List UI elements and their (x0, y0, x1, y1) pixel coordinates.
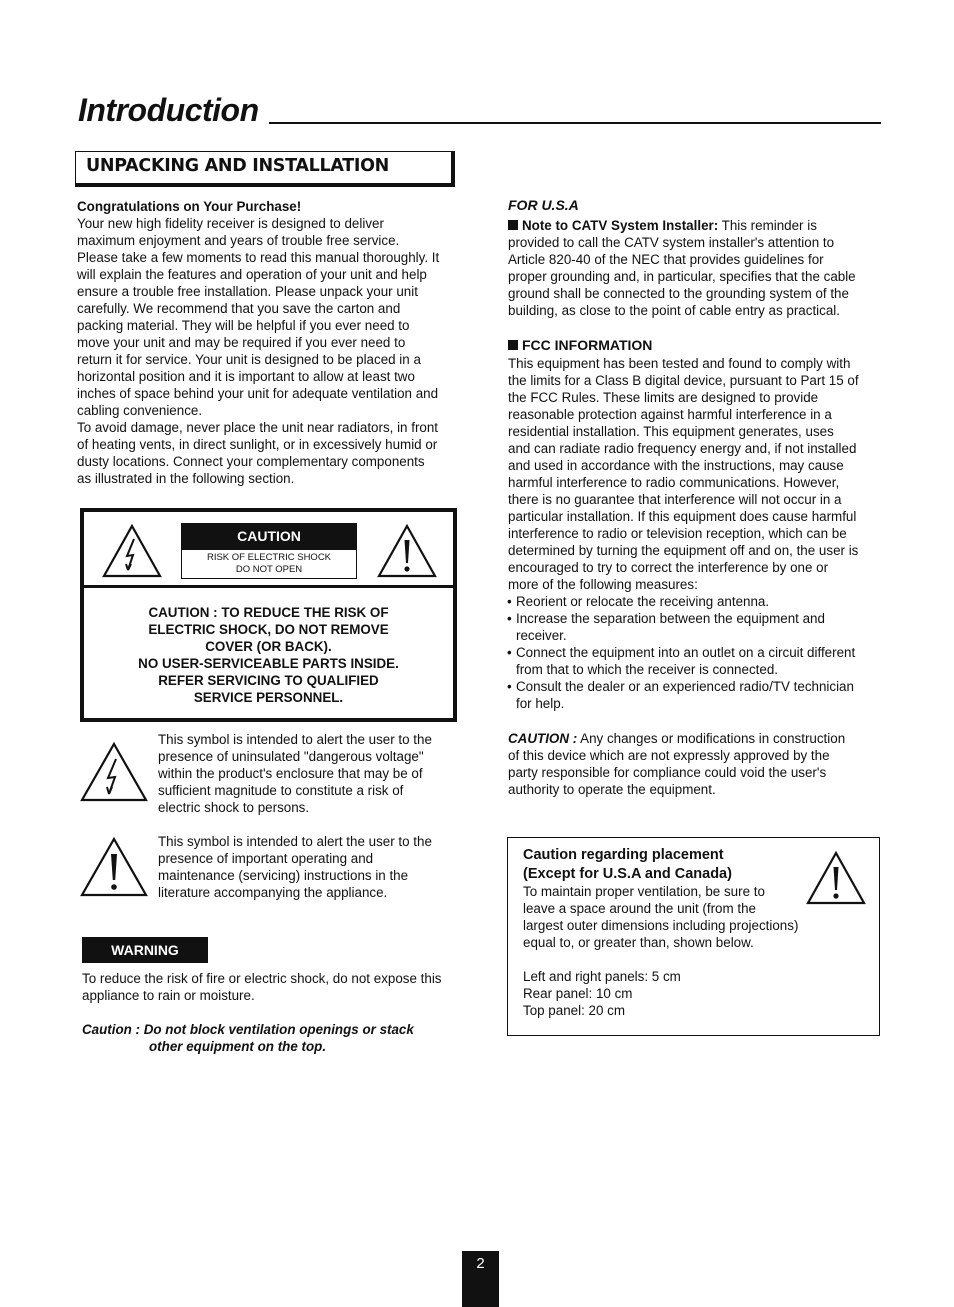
placement-text-line: leave a space around the unit (from the (523, 901, 756, 916)
intro-line: horizontal position and it is important to allow at least two (77, 369, 415, 384)
fcc-bullets (507, 593, 887, 712)
fcc-line: more of the following measures: (508, 577, 698, 592)
section-heading-text: UNPACKING AND INSTALLATION (86, 156, 389, 176)
for-usa-heading: FOR U.S.A (508, 197, 579, 213)
fcc-line: encouraged to try to correct the interference by one or (508, 560, 829, 575)
catv-line1-rest: This reminder is (718, 218, 817, 233)
warning-text-line: appliance to rain or moisture. (82, 988, 255, 1003)
lightning-symbol-icon (80, 741, 148, 803)
catv-line: ground shall be connected to the grounding system of the (508, 286, 849, 301)
fcc-bullet-item (507, 593, 887, 610)
caution-box (80, 508, 457, 722)
fcc-line: the limits for a Class B digital device, pursuant to Part 15 of (508, 373, 859, 388)
fcc-bullet-line: receiver. (516, 628, 567, 643)
intro-line: of heating vents, in direct sunlight, or in excessively humid or (77, 437, 438, 452)
intro-line: dusty locations. Connect your complementary components (77, 454, 425, 469)
placement-spec-line: Left and right panels: 5 cm (523, 969, 681, 984)
exclamation-text-line: This symbol is intended to alert the user to the (158, 834, 432, 849)
catv-line: building, as close to the point of cable entry as practical. (508, 303, 840, 318)
section-heading (75, 151, 455, 187)
caution-label: CAUTION (181, 523, 357, 549)
caution-text-line: ELECTRIC SHOCK, DO NOT REMOVE (148, 622, 389, 637)
fcc-caution-lines (508, 747, 888, 798)
page-number: 2 (462, 1251, 499, 1307)
catv-line: Article 820-40 of the NEC that provides guidelines for (508, 252, 824, 267)
placement-text (523, 883, 873, 951)
fcc-line: harmful interference to radio communications. However, (508, 475, 840, 490)
fcc-line: the FCC Rules. These limits are designed to provide (508, 390, 819, 405)
fcc-line: determined by turning the equipment off and on, the user is (508, 543, 859, 558)
fcc-bullet-line: for help. (516, 696, 565, 711)
fcc-line: and used in accordance with the instructions, may cause (508, 458, 844, 473)
intro-line: ensure a trouble free installation. Please unpack your unit (77, 284, 418, 299)
exclamation-symbol-text (158, 833, 468, 901)
placement-text-line: equal to, or greater than, shown below. (523, 935, 754, 950)
intro-line: Please take a few moments to read this manual thoroughly. It (77, 250, 440, 265)
square-bullet-icon (508, 220, 518, 230)
fcc-bullet-item (507, 678, 887, 712)
placement-text-line: largest outer dimensions including projections) (523, 918, 799, 933)
fcc-caution (508, 730, 888, 798)
placement-text-line: To maintain proper ventilation, be sure to (523, 884, 765, 899)
bullet-dot-icon: • (507, 594, 512, 609)
fcc-line: there is no guarantee that interference will not occur in a (508, 492, 842, 507)
lightning-text-line: sufficient magnitude to constitute a risk of (158, 783, 404, 798)
caution-line1-rest: Any changes or modifications in construction (577, 731, 846, 746)
fcc-bullet-line: from that to which the receiver is connected. (516, 662, 778, 677)
placement-title-line1: Caution regarding placement (523, 847, 724, 863)
fcc-bullet-item (507, 644, 887, 678)
placement-title (523, 846, 732, 884)
catv-line: provided to call the CATV system installer's attention to (508, 235, 835, 250)
fcc-bullet-line: Reorient or relocate the receiving antenna. (516, 594, 770, 609)
bullet-dot-icon: • (507, 611, 512, 626)
caution-sublabel (181, 549, 357, 579)
caution-sub-line1: RISK OF ELECTRIC SHOCK (206, 552, 332, 563)
warning-caution-line1: Caution : Do not block ventilation openings or stack (82, 1022, 414, 1037)
fcc-bullet-line: Consult the dealer or an experienced radio/TV technician (516, 679, 854, 694)
fcc-bullet-line: Connect the equipment into an outlet on a circuit different (516, 645, 856, 660)
caution-text (84, 604, 453, 706)
intro-line: carefully. We recommend that you save the carton and (77, 301, 401, 316)
lightning-text-line: electric shock to persons. (158, 800, 310, 815)
caution-label-inline: CAUTION : (508, 731, 578, 746)
bullet-dot-icon: • (507, 679, 512, 694)
fcc-bullet-item (507, 610, 887, 644)
exclamation-symbol-icon (80, 836, 148, 898)
lightning-warning-icon (101, 523, 163, 579)
catv-lines (508, 234, 888, 319)
intro-line: inches of space behind your unit for adequate ventilation and (77, 386, 439, 401)
fcc-line: interference to radio or television reception, which can be (508, 526, 847, 541)
title-rule (269, 122, 881, 124)
exclamation-warning-icon (376, 523, 438, 579)
exclamation-text-line: maintenance (servicing) instructions in the (158, 868, 409, 883)
intro-heading: Congratulations on Your Purchase! (77, 199, 302, 214)
warning-text (82, 970, 472, 1004)
catv-note (508, 217, 888, 319)
placement-spec-line: Rear panel: 10 cm (523, 986, 633, 1001)
fcc-heading-text: FCC INFORMATION (522, 337, 653, 353)
intro-line: move your unit and may be required if you ever need to (77, 335, 406, 350)
warning-caution-line2: other equipment on the top. (149, 1039, 327, 1054)
fcc-caution-line: of this device which are not expressly approved by the (508, 748, 830, 763)
warning-text-line: To reduce the risk of fire or electric shock, do not expose this (82, 971, 442, 986)
lightning-symbol-text (158, 731, 468, 816)
placement-title-line2: (Except for U.S.A and Canada) (523, 866, 732, 882)
exclamation-text-line: literature accompanying the appliance. (158, 885, 388, 900)
fcc-bullet-line: Increase the separation between the equipment and (516, 611, 825, 626)
placement-specs (523, 968, 873, 1019)
lightning-text-line: within the product's enclosure that may be of (158, 766, 423, 781)
intro-line: packing material. They will be helpful if you ever need to (77, 318, 410, 333)
caution-sub-line2: DO NOT OPEN (235, 564, 303, 575)
warning-label: WARNING (82, 937, 208, 963)
bullet-dot-icon: • (507, 645, 512, 660)
intro-line: To avoid damage, never place the unit near radiators, in front (77, 420, 439, 435)
placement-spec-line: Top panel: 20 cm (523, 1003, 625, 1018)
caution-text-line: SERVICE PERSONNEL. (193, 690, 344, 705)
caution-text-line: CAUTION : TO REDUCE THE RISK OF (148, 605, 389, 620)
catv-line: proper grounding and, in particular, specifies that the cable (508, 269, 856, 284)
fcc-line: This equipment has been tested and found to comply with (508, 356, 851, 371)
fcc-line: particular installation. If this equipment does cause harmful (508, 509, 857, 524)
intro-paragraph (77, 215, 467, 487)
lightning-text-line: presence of uninsulated "dangerous voltage" (158, 749, 424, 764)
caution-text-line: COVER (OR BACK). (205, 639, 332, 654)
intro-line: maximum enjoyment and years of trouble free service. (77, 233, 400, 248)
intro-line: cabling convenience. (77, 403, 203, 418)
fcc-caution-line: party responsible for compliance could void the user's (508, 765, 827, 780)
intro-line: as illustrated in the following section. (77, 471, 295, 486)
caution-box-top (84, 512, 453, 588)
fcc-line: residential installation. This equipment generates, uses (508, 424, 834, 439)
fcc-line: and can radiate radio frequency energy and, if not installed (508, 441, 857, 456)
lightning-text-line: This symbol is intended to alert the user to the (158, 732, 432, 747)
caution-text-line: NO USER-SERVICEABLE PARTS INSIDE. (138, 656, 399, 671)
caution-text-line: REFER SERVICING TO QUALIFIED (158, 673, 379, 688)
intro-line: return it for service. Your unit is designed to be placed in a (77, 352, 421, 367)
page-title: Introduction (78, 92, 259, 128)
fcc-text (508, 355, 888, 593)
fcc-heading (508, 337, 652, 354)
catv-label: Note to CATV System Installer: (522, 218, 719, 233)
fcc-line: reasonable protection against harmful interference in a (508, 407, 832, 422)
placement-caution-box (507, 837, 880, 1036)
intro-line: will explain the features and operation of your unit and help (77, 267, 427, 282)
intro-line: Your new high fidelity receiver is designed to deliver (77, 216, 384, 231)
square-bullet-icon (508, 340, 518, 350)
exclamation-text-line: presence of important operating and (158, 851, 374, 866)
fcc-caution-line: authority to operate the equipment. (508, 782, 716, 797)
